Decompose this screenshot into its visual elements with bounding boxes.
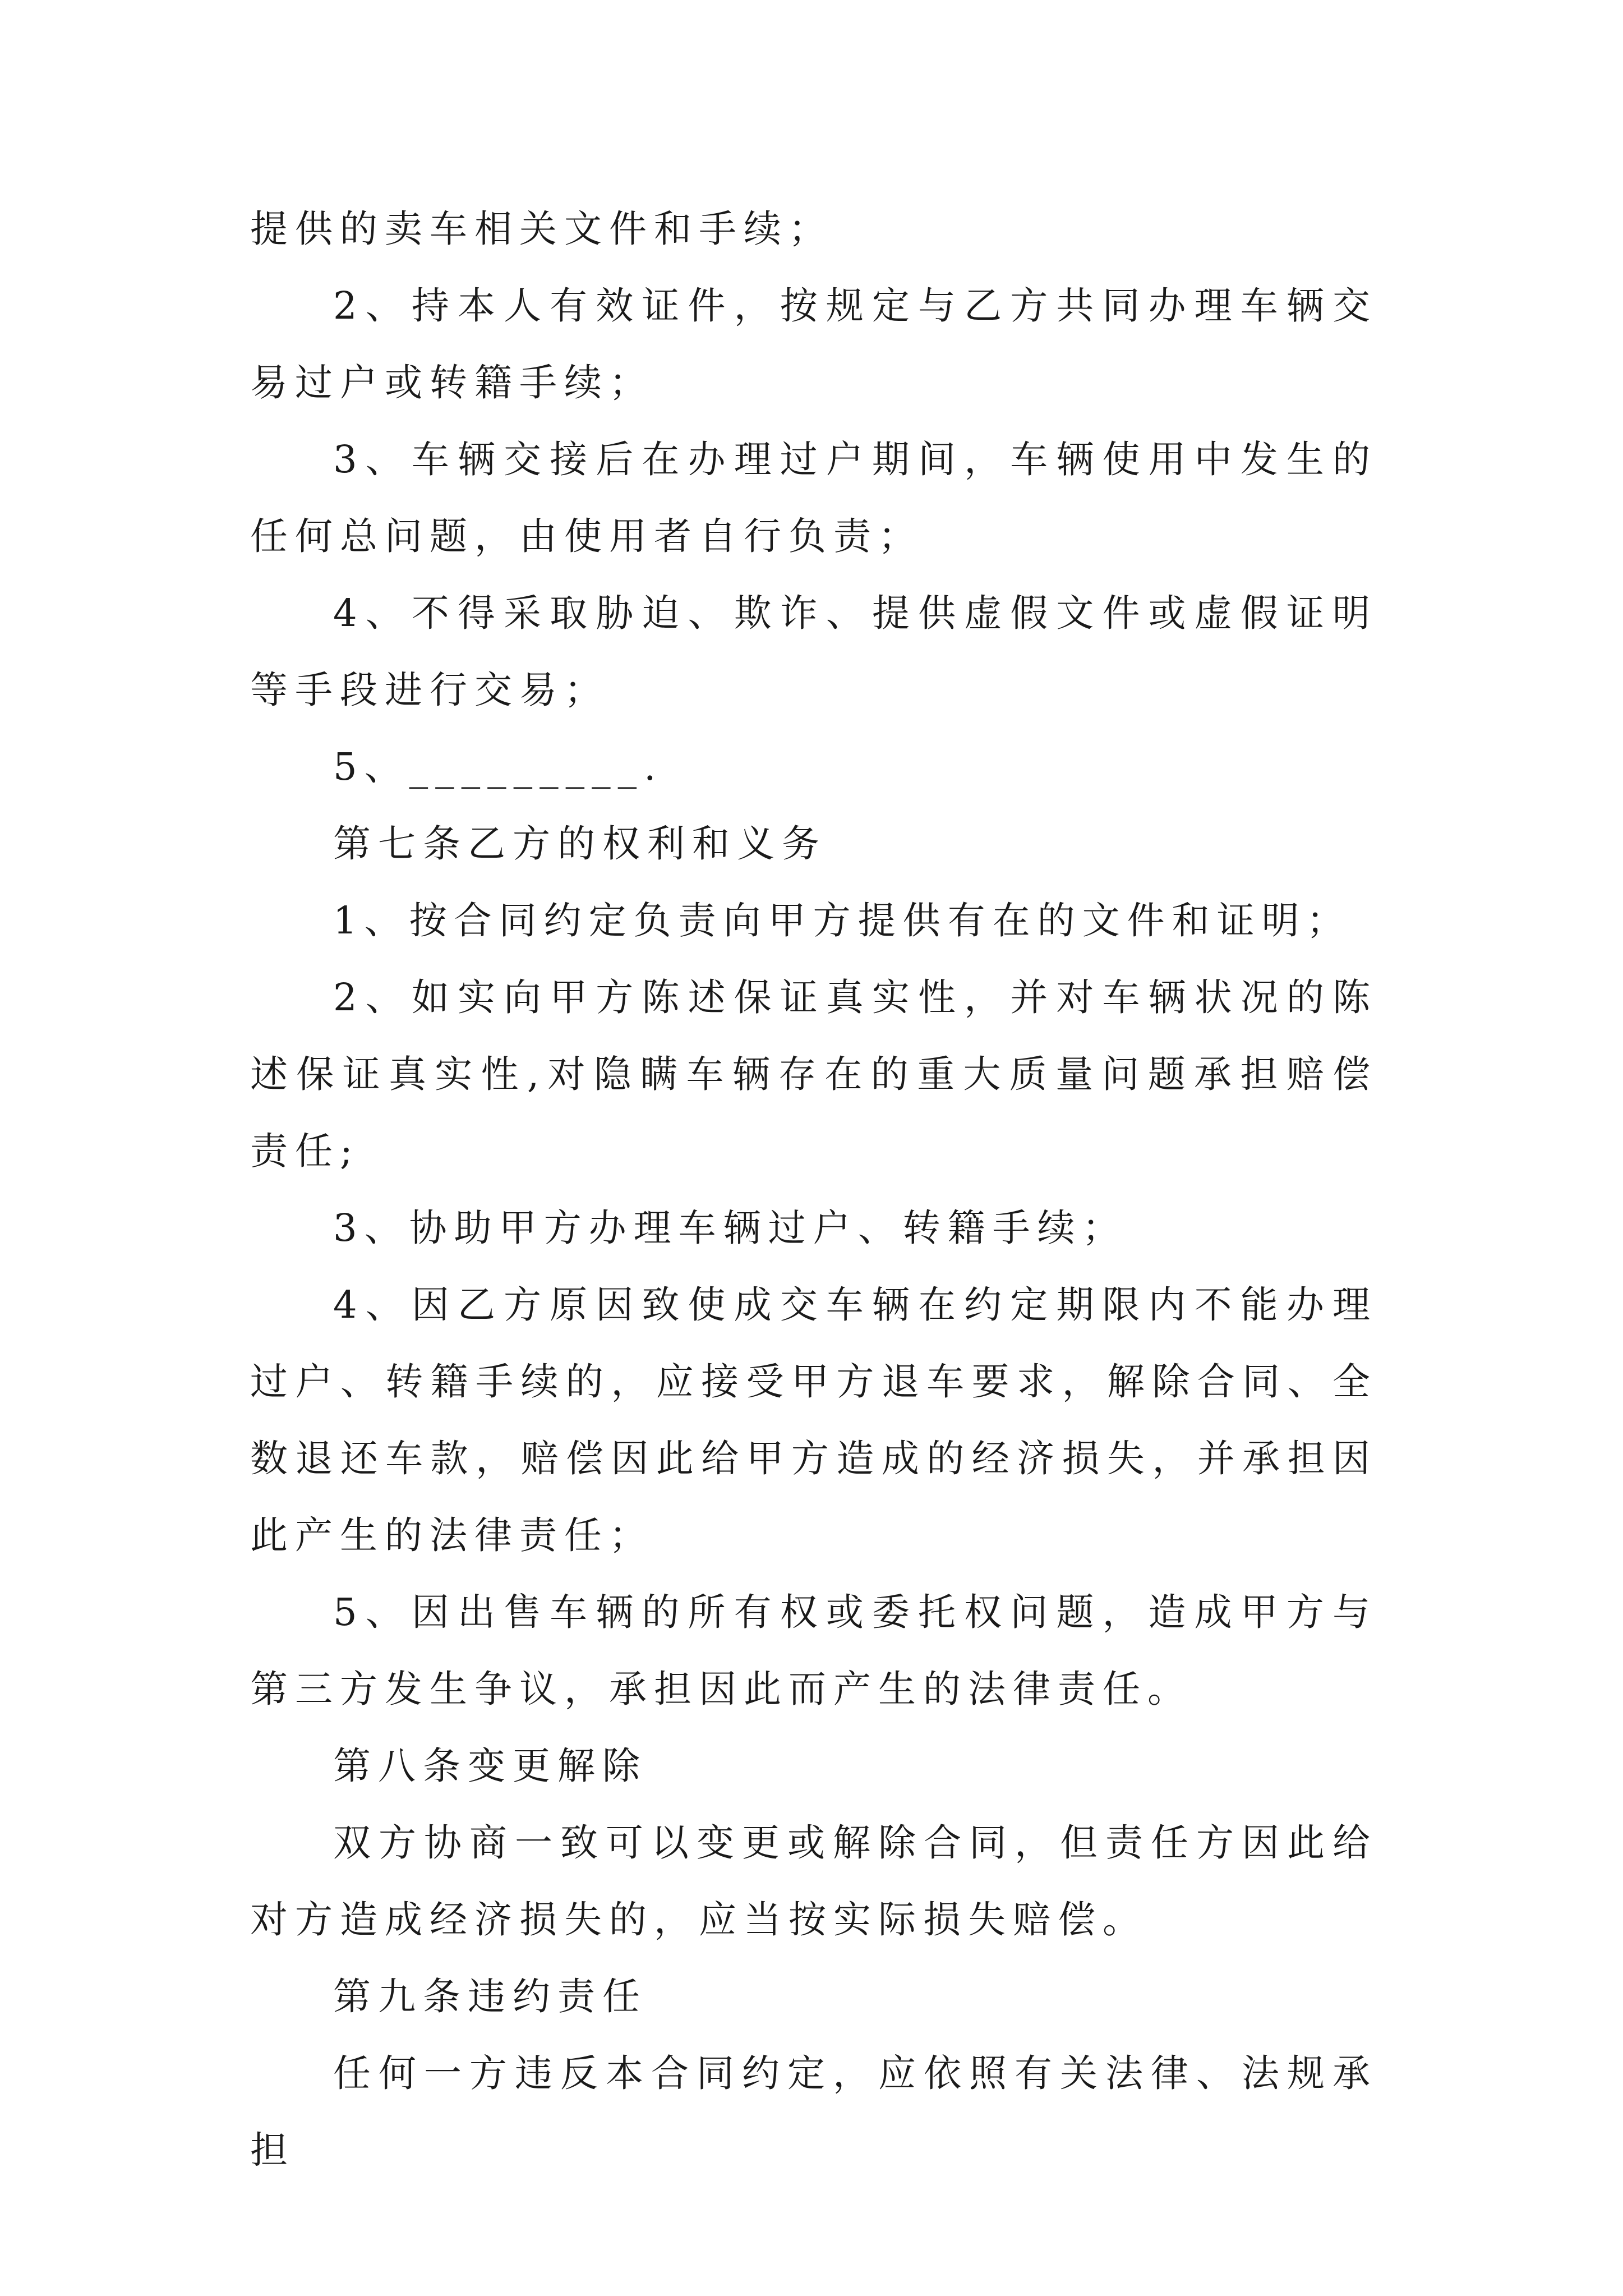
paragraph-clause-6-5: 5、_________. (333, 745, 663, 789)
paragraph-continuation: 提供的卖车相关文件和手续； (250, 207, 833, 251)
paragraph-clause-7-5: 5、因出售车辆的所有权或委托权问题，造成甲方与第三方发生争议，承担因此而产生的法律责任。 (250, 1590, 1377, 1711)
document-body (250, 191, 1377, 2189)
paragraph-clause-7-4: 4、因乙方原因致使成交车辆在约定期限内不能办理过户、转籍手续的，应接受甲方退车要求，解除合同、全数退还车款，赔偿因此给甲方造成的经济损失，并承担因此产生的法律责任； (250, 1283, 1377, 1557)
heading-article-9: 第九条违约责任 (333, 1975, 647, 2018)
paragraph-article-8-body: 双方协商一致可以变更或解除合同，但责任方因此给对方造成经济损失的，应当按实际损失赔偿。 (250, 1821, 1377, 1941)
heading-article-8: 第八条变更解除 (333, 1744, 647, 1788)
paragraph-clause-6-4: 4、不得采取胁迫、欺诈、提供虚假文件或虚假证明等手段进行交易； (250, 591, 1377, 712)
paragraph-clause-7-2: 2、如实向甲方陈述保证真实性，并对车辆状况的陈述保证真实性,对隐瞒车辆存在的重大质量问题承担赔偿责任; (250, 976, 1377, 1173)
heading-article-7: 第七条乙方的权利和义务 (333, 822, 827, 866)
paragraph-clause-6-2: 2、持本人有效证件，按规定与乙方共同办理车辆交易过户或转籍手续； (250, 284, 1377, 404)
paragraph-article-9-body: 任何一方违反本合同约定，应依照有关法律、法规承担 (250, 2051, 1377, 2172)
paragraph-clause-7-1: 1、按合同约定负责向甲方提供有在的文件和证明； (333, 899, 1352, 942)
paragraph-clause-7-3: 3、协助甲方办理车辆过户、转籍手续； (333, 1206, 1127, 1250)
paragraph-clause-6-3: 3、车辆交接后在办理过户期间，车辆使用中发生的任何总问题，由使用者自行负责； (250, 438, 1377, 558)
